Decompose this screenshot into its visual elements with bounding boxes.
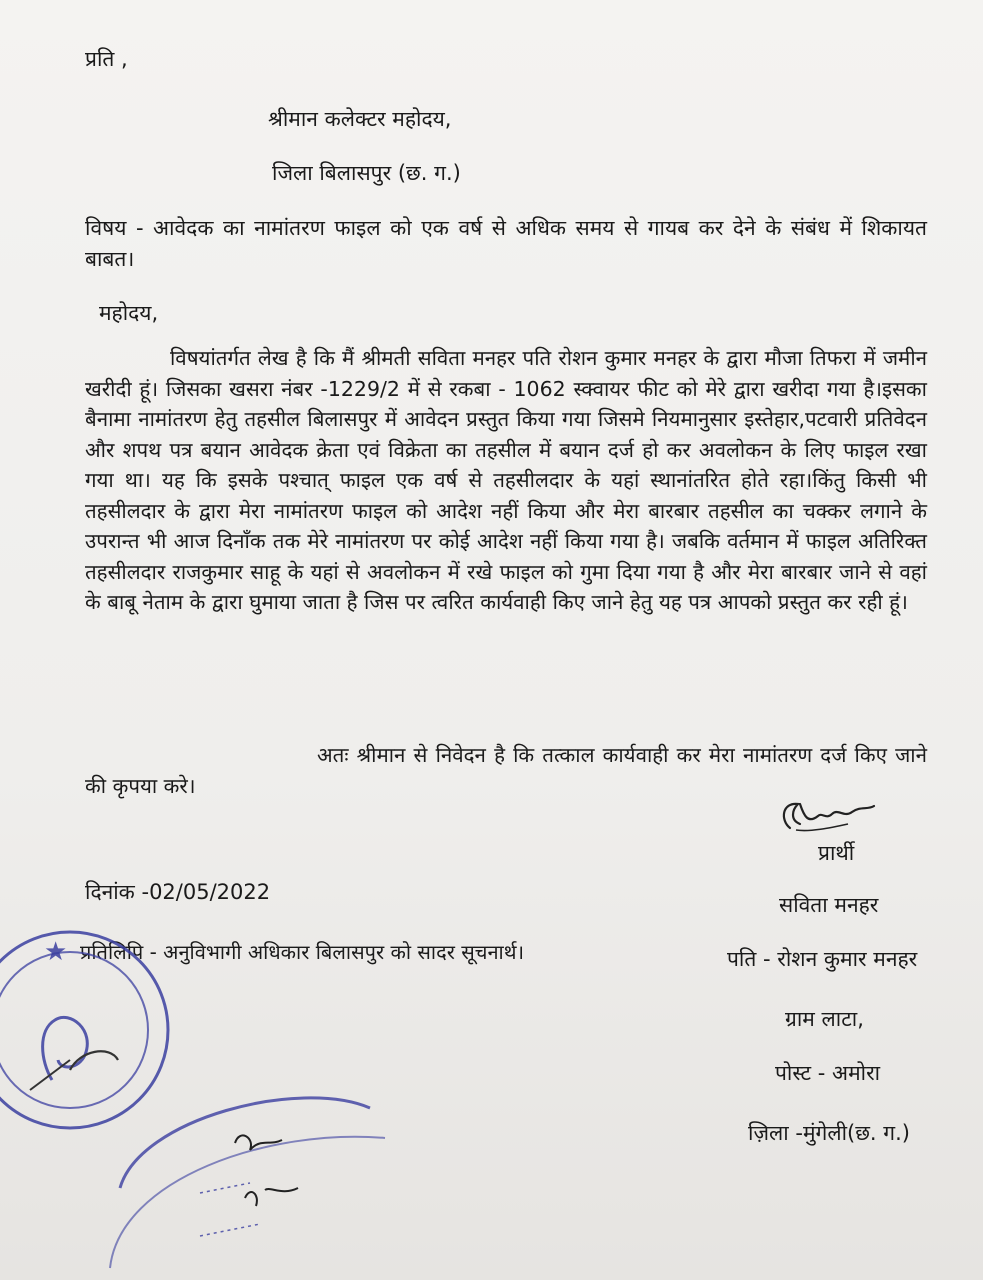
applicant-name: सविता मनहर	[779, 893, 879, 917]
addressee: श्रीमान कलेक्टर महोदय,	[268, 107, 452, 131]
handwritten-signature	[770, 790, 880, 840]
applicant-village: ग्राम लाटा,	[785, 1007, 864, 1031]
salutation: महोदय,	[99, 301, 159, 325]
svg-text:★: ★	[44, 937, 68, 967]
applicant-label: प्रार्थी	[818, 841, 855, 865]
letter-body	[85, 343, 927, 618]
request-text: अतः श्रीमान से निवेदन है कि तत्काल कार्यवाही कर मेरा नामांतरण दर्ज किए जाने की कृपया करे।	[85, 743, 927, 798]
letter-body-text: विषयांतर्गत लेख है कि मैं श्रीमती सविता मनहर पति रोशन कुमार मनहर के द्वारा मौजा तिफरा में जमीन खरीदी हूं। जिसका खसरा नंबर -1229/2 में से रकबा - 1062 स्क्वायर फीट को मेरे द्वारा खरीदा गया है।इसका बैनामा नामांतरण हेतु तहसील बिलासपुर में आवेदन प्रस्तुत किया गया जिसमे नियमानुसार इस्तेहार,पटवारी प्रतिवेदन और शपथ पत्र बयान आवेदक क्रेता एवं विक्रेता का तहसील में बयान दर्ज हो कर अवलोकन के लिए फाइल रखा गया था। यह कि इसके पश्चात् फाइल एक वर्ष से तहसीलदार के यहां स्थानांतरित होते रहा।किंतु किसी भी तहसीलदार के द्वारा मेरा नामांतरण फाइल को आदेश नहीं किया और मेरा बारबार तहसील का चक्कर लगाने के उपरान्त भी आज दिनाँक तक मेरे नामांतरण पर कोई आदेश नहीं किया गया है। जबकि वर्तमान में फाइल अतिरिक्त तहसीलदार राजकुमार साहू के यहां से अवलोकन में रखे फाइल को गुमा दिया गया है और मेरा बारबार जाने से वहां के बाबू नेताम के द्वारा घुमाया जाता है जिस पर त्वरित कार्यवाही किए जाने हेतु यह पत्र आपको प्रस्तुत कर रही हूं।	[85, 346, 928, 614]
receipt-office-stamp	[100, 1068, 390, 1280]
subject: विषय - आवेदक का नामांतरण फाइल को एक वर्ष से अधिक समय से गायब कर देने के संबंध में शिकायत बाबत।	[85, 216, 927, 271]
letter-date: दिनांक -02/05/2022	[85, 880, 271, 904]
addressee-district: जिला बिलासपुर (छ. ग.)	[272, 161, 461, 185]
applicant-district: ज़िला -मुंगेली(छ. ग.)	[748, 1121, 910, 1145]
to-label: प्रति ,	[85, 47, 128, 71]
applicant-spouse: पति - रोशन कुमार मनहर	[727, 947, 918, 971]
applicant-post: पोस्ट - अमोरा	[775, 1061, 881, 1085]
copy-to: प्रतिलिपि - अनुविभागी अधिकार बिलासपुर को सादर सूचनार्थ।	[80, 940, 525, 964]
